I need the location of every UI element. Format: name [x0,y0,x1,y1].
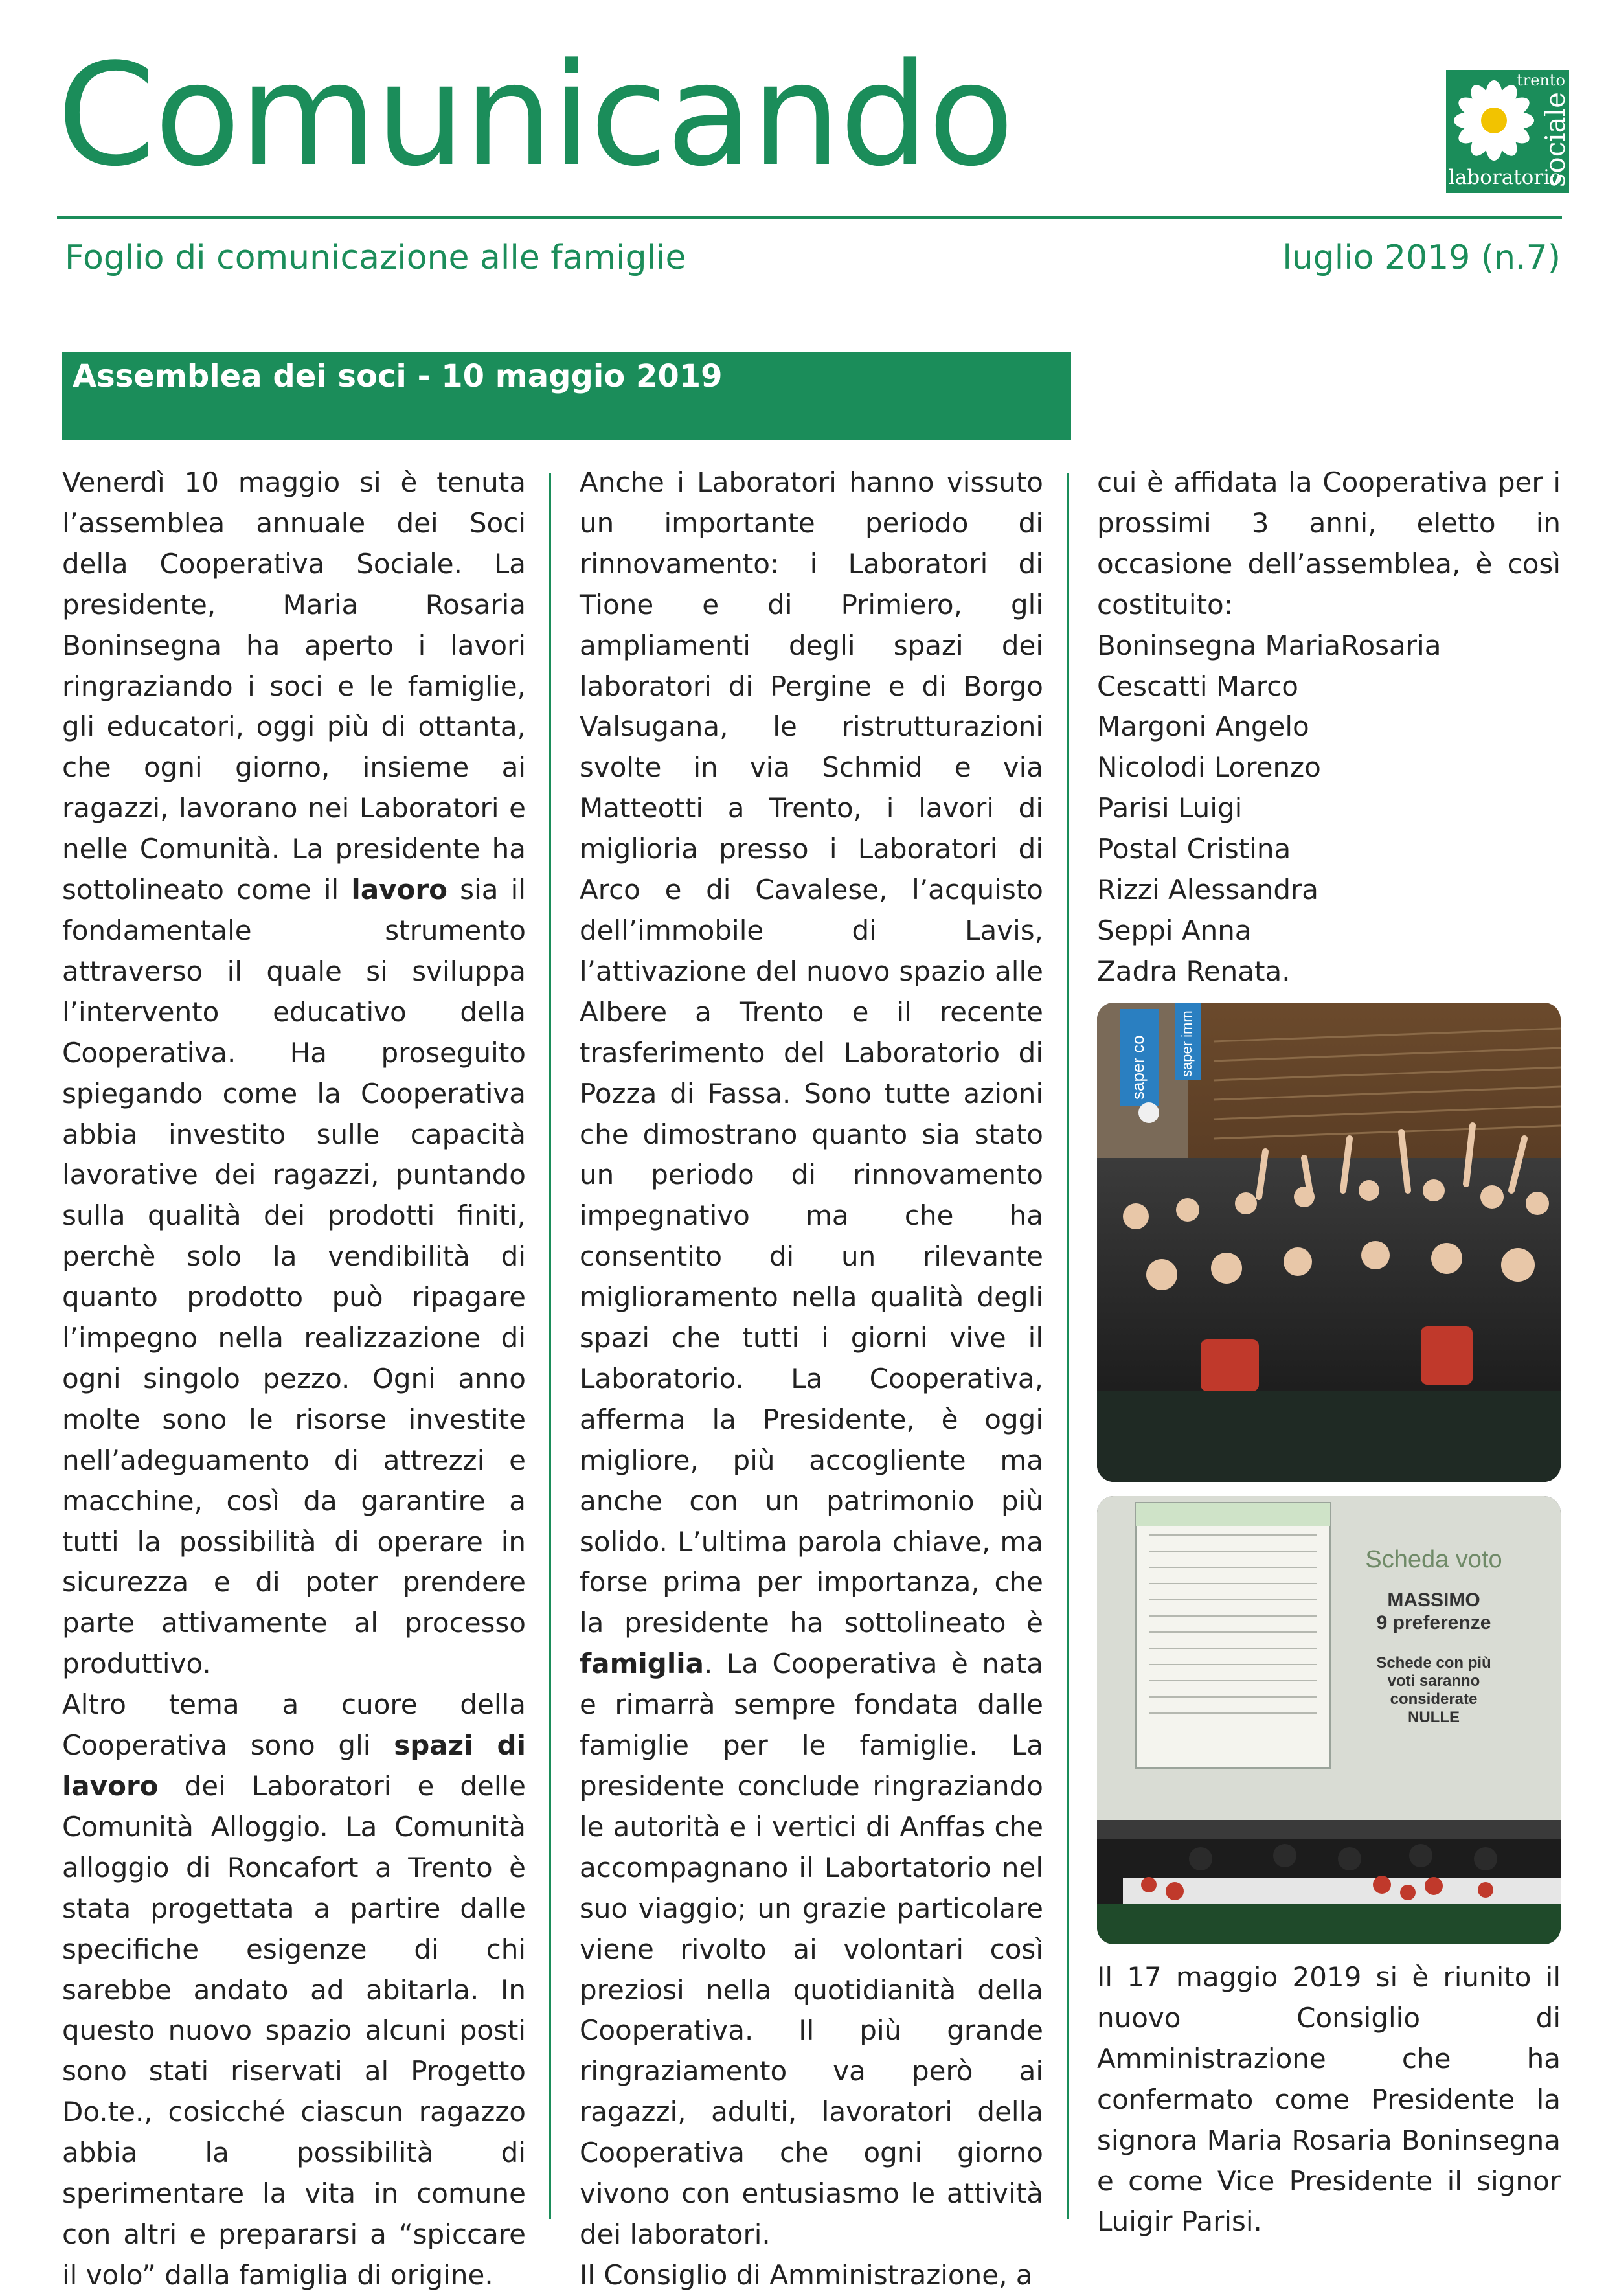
slide-text: MASSIMO [1387,1589,1480,1611]
bold-keyword: famiglia [580,1648,704,1680]
board-member: Postal Cristina [1097,833,1291,865]
paragraph: Il Consiglio di Amministrazione, a [580,2258,1033,2291]
paragraph [62,1685,526,2296]
text-run: Anche i Laboratori hanno vissuto un importante periodo di rinnovamento: i Laboratori di Tione e di Primiero, gli ampliamenti degli spazi dei laboratori di Pergine e di Borgo Valsugana, le ristrutturazioni svolte in via Schmid e via Matteotti a Trento, i lavori di miglioria presso i Laboratori di Arco e di Cavalese, l’acquisto dell’immobile di Lavis, l’attivazione del nuovo spazio alle Albere a Trento e il recente trasferimento del Laboratorio di Pozza di Fassa. Sono tutte azioni che dimostrano quanto sia stato un periodo di rinnovamento impegnativo ma che ha consentito di un rilevante miglioramento nella qualità degli spazi che tutti i giorni vive il Laboratorio. La Cooperativa, afferma la Presidente, è oggi migliore, più accogliente ma anche con un patrimonio più solido. L’ultima parola chiave, ma forse prima per importanza, che la presidente ha sottolineato è [580,466,1043,1639]
banner-text: saper co [1128,1035,1148,1100]
slide-text: NULLE [1408,1709,1460,1726]
board-member: Nicolodi Lorenzo [1097,751,1321,784]
photo-caption: Il 17 maggio 2019 si è riunito il nuovo Consiglio di Amministrazione che ha confermato come Presidente la signora Maria Rosaria Boninsegna e come Vice Presidente il signor Luigir Parisi. [1097,1961,1561,2238]
text-run: dei Laboratori e delle Comunità Alloggio. La Comunità alloggio di Roncafort a Trento è stata progettata a partire dalle specifiche esigenze di chi sarebbe andato ad abitarla. In questo nuovo spazio alcuni posti sono stati riservati al Progetto Do.te., cosicché ciascun ragazzo abbia la possibilità di sperimentare la vita in comune con altri e prepararsi a “spiccare il volo” dalla famiglia di origine. [62,1770,526,2291]
banner-text: saper imm [1179,1010,1195,1077]
presentation-slide-image [1097,1496,1561,1944]
text-run: Altro tema a cuore della Cooperativa sono gli [62,1688,526,1762]
paragraph [62,462,526,1685]
text-run: sia il fondamentale strumento attraverso il quale si sviluppa l’intervento educativo della Cooperativa. Ha proseguito spiegando come la Cooperativa abbia investito sulle capacità lavorative dei ragazzi, puntando sulla qualità dei prodotti finiti, perchè solo la vendibilità di quanto prodotto può ripagare l’impegno nella realizzazione di ogni singolo pezzo. Ogni anno molte sono le risorse investite nell’adeguamento di attrezzi e macchine, così da garantire a tutti la possibilità di operare in sicurezza e di poter prendere parte attivamente al processo produttivo. [62,874,526,1680]
paragraph: cui è affidata la Cooperativa per i prossimi 3 anni, eletto in occasione dell’assemblea, è così costituito: [1097,466,1561,620]
slide-text: voti saranno [1387,1672,1480,1690]
column-divider [549,473,551,2219]
logo-laboratorio-text: laboratorio [1449,166,1562,189]
board-member: Boninsegna MariaRosaria [1097,629,1442,661]
masthead-title: Comunicando [57,34,1013,198]
slide-text: Schede con più [1376,1654,1491,1672]
paragraph [580,462,1043,2255]
bold-keyword: lavoro [351,874,447,906]
header-divider [57,216,1562,219]
article-column-1 [62,462,526,2296]
assembly-audience-photo [1097,1003,1561,1482]
logo-sociale-text: sociale [1539,92,1571,188]
column-divider [1067,473,1069,2219]
text-run: Venerdì 10 maggio si è tenuta l’assemblea annuale dei Soci della Cooperativa Sociale. La presidente, Maria Rosaria Boninsegna ha aperto i lavori ringraziando i soci e le famiglie, gli educatori, oggi più di ottanta, che ogni giorno, insieme ai ragazzi, lavorano nei Laboratori e nelle Comunità. La presidente ha sottolineato come il [62,466,526,906]
issue-date: luglio 2019 (n.7) [1282,238,1561,277]
board-member: Margoni Angelo [1097,710,1309,743]
board-member: Cescatti Marco [1097,670,1298,702]
masthead-subtitle: Foglio di comunicazione alle famiglie [65,238,686,277]
slide-text: 9 preferenze [1376,1612,1491,1633]
board-member: Zadra Renata. [1097,955,1291,987]
slide-title: Scheda voto [1365,1546,1502,1573]
board-member: Seppi Anna [1097,914,1252,946]
article-column-2 [580,462,1043,2296]
logo-trento-text: trento [1517,71,1565,89]
board-member: Parisi Luigi [1097,792,1243,824]
article-column-3 [1097,462,1561,992]
daisy-icon [1449,75,1546,172]
article-heading: Assemblea dei soci - 10 maggio 2019 [73,358,723,394]
bold-keyword: spazi di lavoro [62,1729,526,1802]
slide-text: considerate [1390,1690,1478,1708]
voting-slide-photo [1097,1496,1561,1944]
text-run: . La Cooperativa è nata e rimarrà sempre fondata dalle famiglie per le famiglie. La presidente conclude ringraziando le autorità e i vertici di Anffas che accompagnano il Labortatorio nel suo viaggio; un grazie particolare viene rivolto ai volontari così preziosi nella quotidianità della Cooperativa. Il più grande ringraziamento va però ai ragazzi, adulti, lavoratori della Cooperativa che ogni giorno vivono con entusiasmo le attività dei laboratori. [580,1648,1043,2250]
board-member: Rizzi Alessandra [1097,874,1318,906]
laboratorio-sociale-logo [1446,70,1569,193]
audience-voting-image [1097,1003,1561,1482]
